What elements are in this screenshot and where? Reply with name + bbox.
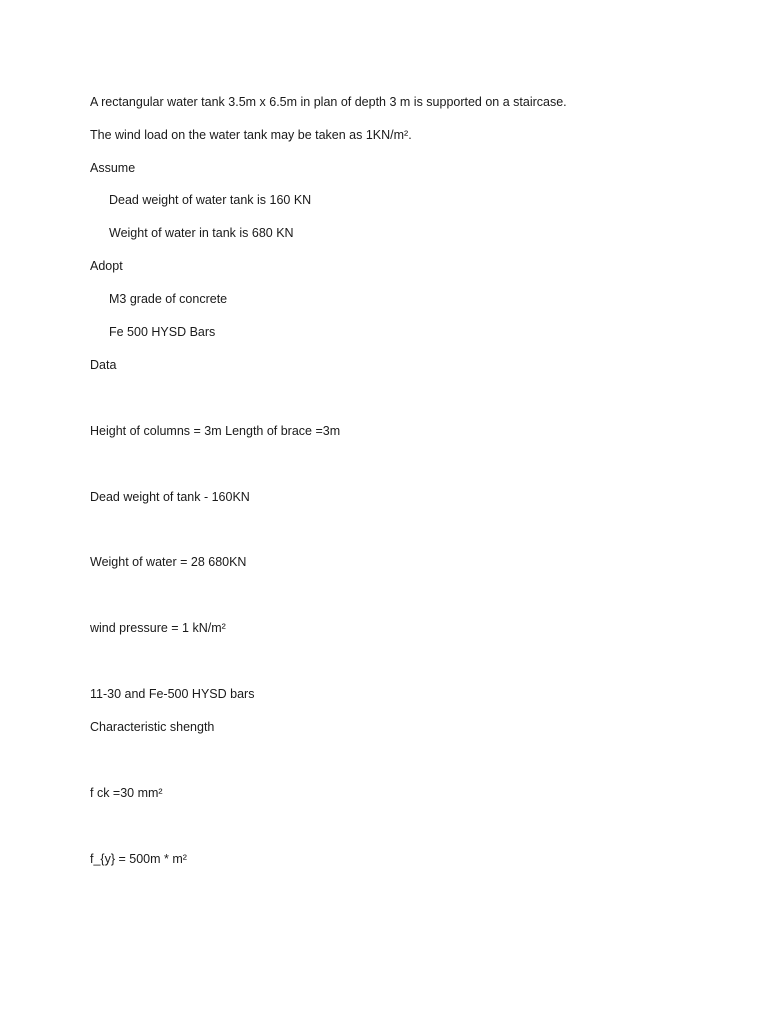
data-heading: Data bbox=[90, 358, 117, 372]
wind-load-line: The wind load on the water tank may be taken as 1KN/m². bbox=[90, 128, 412, 142]
problem-statement-line: A rectangular water tank 3.5m x 6.5m in plan of depth 3 m is supported on a staircase. bbox=[90, 95, 567, 109]
adopt-heading: Adopt bbox=[90, 259, 123, 273]
characteristic-strength-heading: Characteristic shength bbox=[90, 720, 215, 734]
adopt-concrete-grade: M3 grade of concrete bbox=[109, 292, 228, 306]
fy-value: f_{y} = 500m * m² bbox=[90, 852, 187, 866]
data-dead-weight: Dead weight of tank - 160KN bbox=[90, 490, 250, 504]
assume-heading: Assume bbox=[90, 161, 136, 175]
data-wind-pressure: wind pressure = 1 kN/m² bbox=[90, 621, 226, 635]
data-materials: 11-30 and Fe-500 HYSD bars bbox=[90, 687, 255, 701]
data-column-height: Height of columns = 3m Length of brace =3m bbox=[90, 424, 341, 438]
assume-water-weight: Weight of water in tank is 680 KN bbox=[109, 226, 294, 240]
fck-value: f ck =30 mm² bbox=[90, 786, 163, 800]
assume-dead-weight: Dead weight of water tank is 160 KN bbox=[109, 193, 312, 207]
adopt-steel-bars: Fe 500 HYSD Bars bbox=[109, 325, 216, 339]
data-water-weight: Weight of water = 28 680KN bbox=[90, 555, 247, 569]
